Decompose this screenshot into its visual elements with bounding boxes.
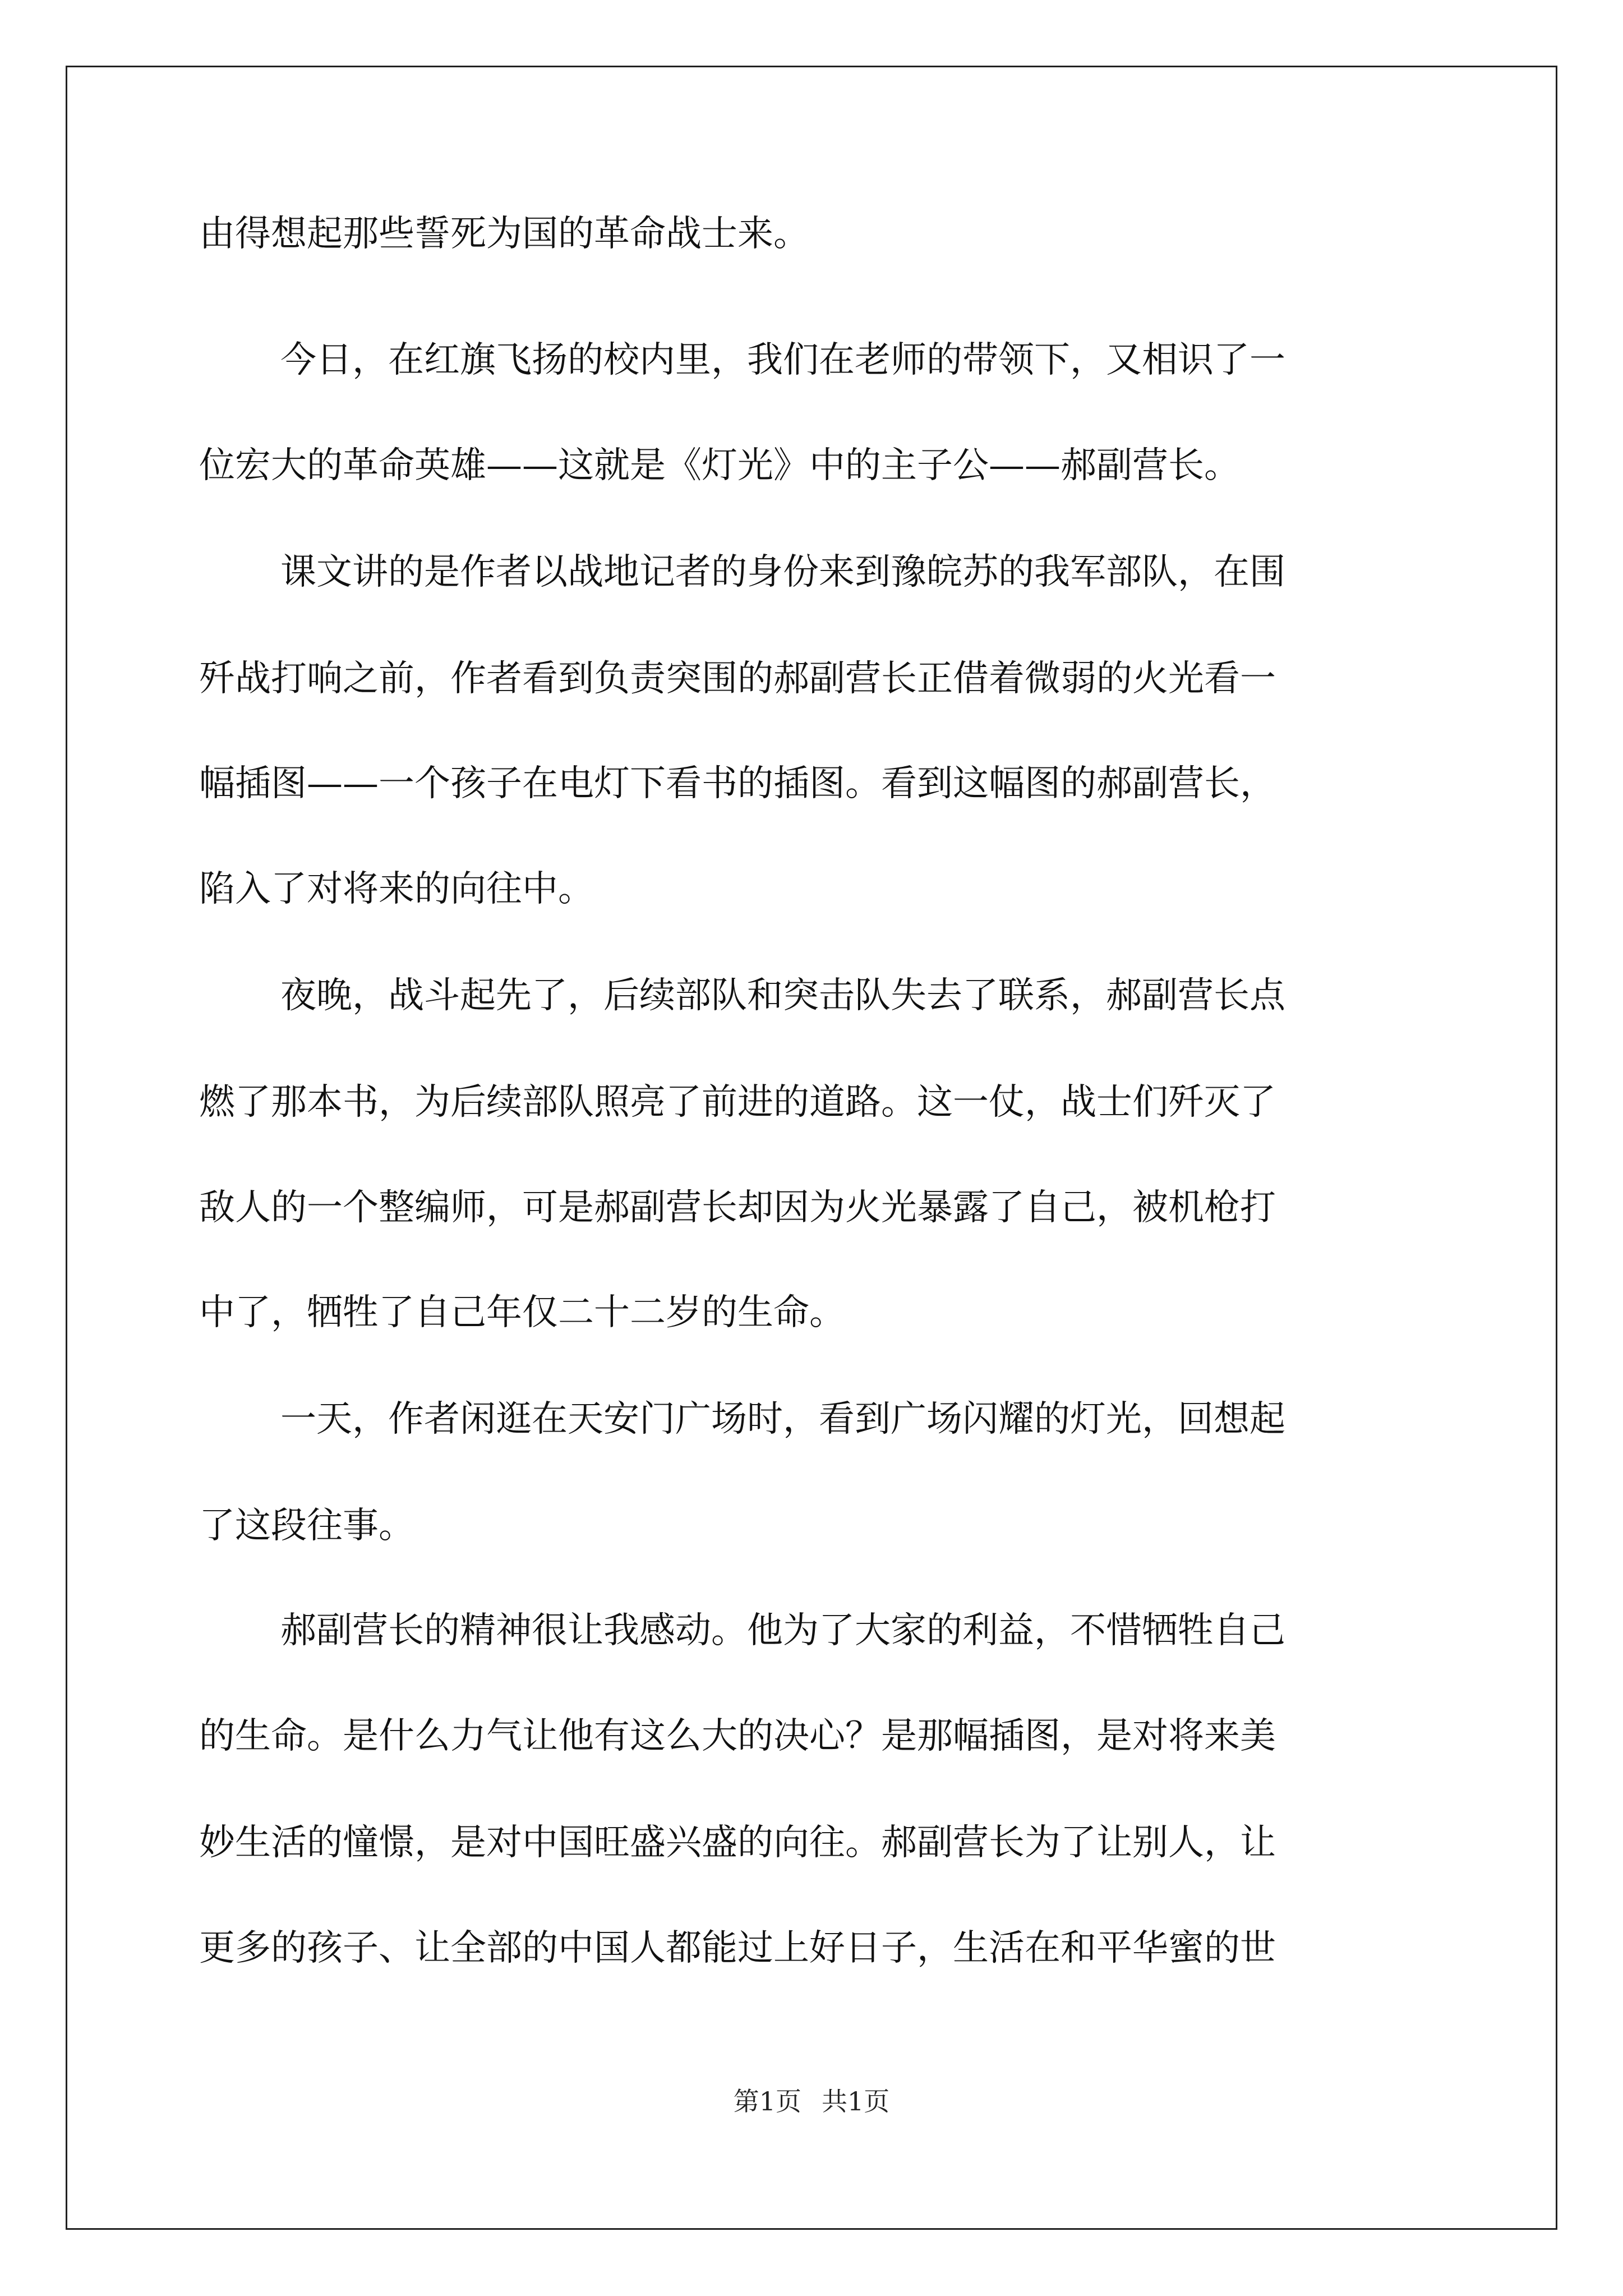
text-line-15: 的生命。是什么力气让他有这么大的决心？是那幅插图，是对将来美 <box>199 1715 1276 1757</box>
text-line-4: 课文讲的是作者以战地记者的身份来到豫皖苏的我军部队，在围 <box>280 551 1285 593</box>
text-line-8: 夜晚，战斗起先了，后续部队和突击队失去了联系，郝副营长点 <box>280 975 1285 1016</box>
text-line-5: 歼战打响之前，作者看到负责突围的郝副营长正借着微弱的火光看一 <box>199 658 1276 700</box>
text-line-13: 了这段往事。 <box>199 1505 414 1547</box>
text-line-1: 由得想起那些誓死为国的革命战士来。 <box>199 213 809 255</box>
page-footer <box>0 2086 1623 2117</box>
page-border <box>66 66 1557 2230</box>
page-number-total: 共1页 <box>822 2086 890 2116</box>
text-line-17: 更多的孩子、让全部的中国人都能过上好日子，生活在和平华蜜的世 <box>199 1927 1276 1969</box>
text-line-16: 妙生活的憧憬，是对中国旺盛兴盛的向往。郝副营长为了让别人，让 <box>199 1822 1276 1864</box>
text-line-9: 燃了那本书，为后续部队照亮了前进的道路。这一仗，战士们歼灭了 <box>199 1082 1276 1123</box>
text-line-2: 今日，在红旗飞扬的校内里，我们在老师的带领下，又相识了一 <box>280 339 1285 381</box>
text-line-12: 一天，作者闲逛在天安门广场时，看到广场闪耀的灯光，回想起 <box>280 1398 1285 1440</box>
text-line-3: 位宏大的革命英雄——这就是《灯光》中的主子公——郝副营长。 <box>199 445 1240 486</box>
text-line-6: 幅插图——一个孩子在电灯下看书的插图。看到这幅图的郝副营长， <box>199 763 1276 804</box>
text-line-7: 陷入了对将来的向往中。 <box>199 868 594 910</box>
page-number-current: 第1页 <box>733 2086 801 2116</box>
text-line-14: 郝副营长的精神很让我感动。他为了大家的利益，不惜牺牲自己 <box>280 1610 1285 1651</box>
text-line-11: 中了，牺牲了自己年仅二十二岁的生命。 <box>199 1292 845 1333</box>
text-line-10: 敌人的一个整编师，可是郝副营长却因为火光暴露了自己，被机枪打 <box>199 1187 1276 1228</box>
